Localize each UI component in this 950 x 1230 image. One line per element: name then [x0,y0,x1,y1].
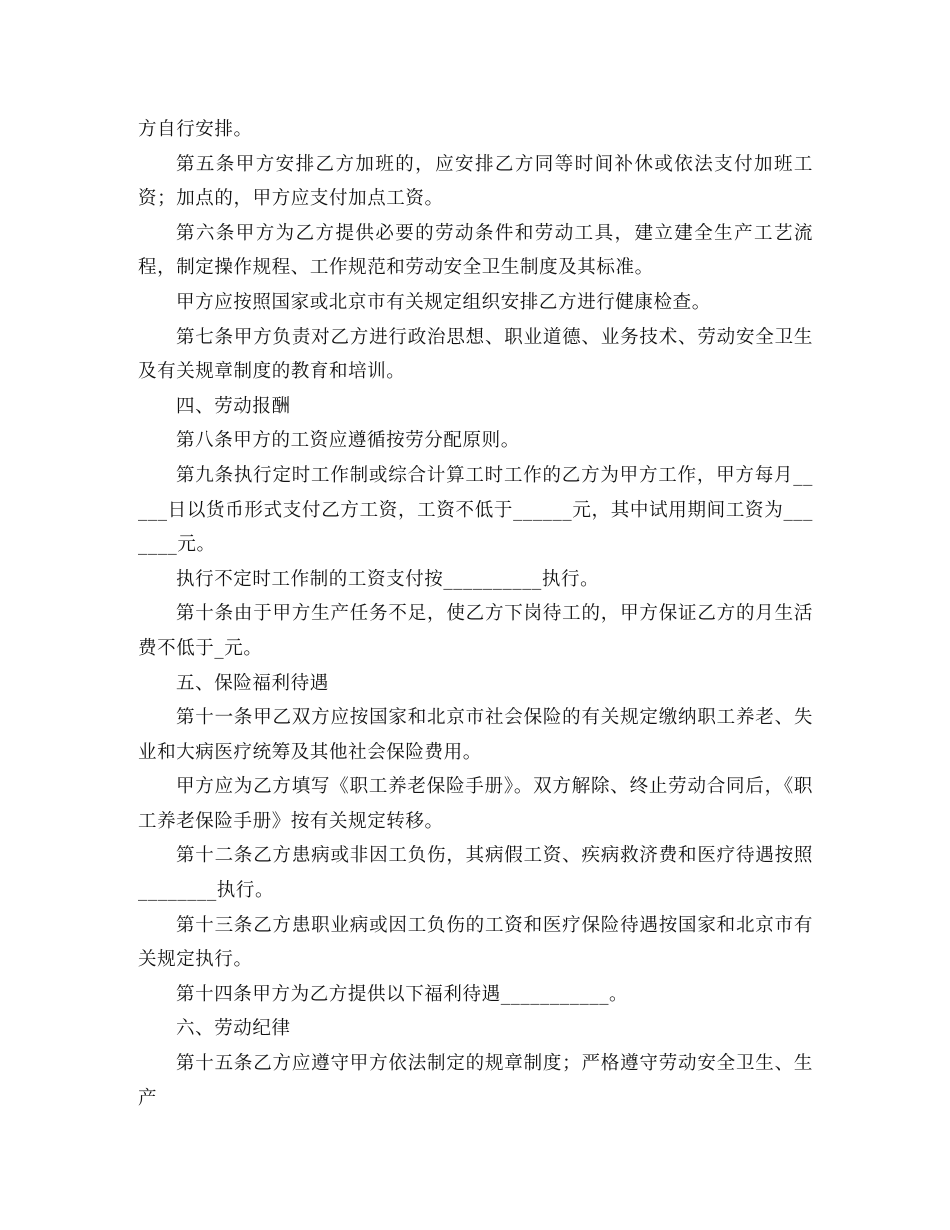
paragraph-irregular-hours-pay: 执行不定时工作制的工资支付按__________执行。 [176,568,600,590]
paragraph-article-5: 第五条甲方安排乙方加班的，应安排乙方同等时间补休或依法支付加班工资；加点的，甲方应支付加点工资。 [138,153,813,210]
section-heading-labor-discipline: 六、劳动纪律 [176,1018,291,1040]
paragraph-article-14: 第十四条甲方为乙方提供以下福利待遇___________。 [176,983,629,1005]
paragraph-article-9: 第九条执行定时工作制或综合计算工时工作的乙方为甲方工作，甲方每月_____日以货币形式支付乙方工资，工资不低于______元，其中试用期间工资为_______元。 [138,464,813,556]
paragraph-continuation: 方自行安排。 [138,119,253,140]
paragraph-article-7: 第七条甲方负责对乙方进行政治思想、职业道德、业务技术、劳动安全卫生及有关规章制度的教育和培训。 [138,326,813,383]
paragraph-article-6: 第六条甲方为乙方提供必要的劳动条件和劳动工具，建立建全生产工艺流程，制定操作规程、工作规范和劳动安全卫生制度及其标准。 [138,222,813,279]
document-page [138,113,813,1116]
paragraph-article-11: 第十一条甲乙双方应按国家和北京市社会保险的有关规定缴纳职工养老、失业和大病医疗统筹及其他社会保险费用。 [138,707,813,763]
section-heading-labor-remuneration: 四、劳动报酬 [176,395,291,417]
paragraph-article-12: 第十二条乙方患病或非因工负伤，其病假工资、疾病救济费和医疗待遇按照________执行。 [138,845,813,902]
paragraph-article-8: 第八条甲方的工资应遵循按劳分配原则。 [176,430,520,452]
paragraph-article-15: 第十五条乙方应遵守甲方依法制定的规章制度；严格遵守劳动安全卫生、生产 [138,1053,813,1109]
section-heading-insurance-welfare: 五、保险福利待遇 [176,672,329,694]
paragraph-pension-handbook: 甲方应为乙方填写《职工养老保险手册》。双方解除、终止劳动合同后，《职工养老保险手册》按有关规定转移。 [138,776,813,832]
paragraph-health-check: 甲方应按照国家或北京市有关规定组织安排乙方进行健康检查。 [176,291,711,313]
paragraph-article-10: 第十条由于甲方生产任务不足，使乙方下岗待工的，甲方保证乙方的月生活费不低于_元。 [138,603,813,659]
paragraph-article-13: 第十三条乙方患职业病或因工负伤的工资和医疗保险待遇按国家和北京市有关规定执行。 [138,914,813,971]
